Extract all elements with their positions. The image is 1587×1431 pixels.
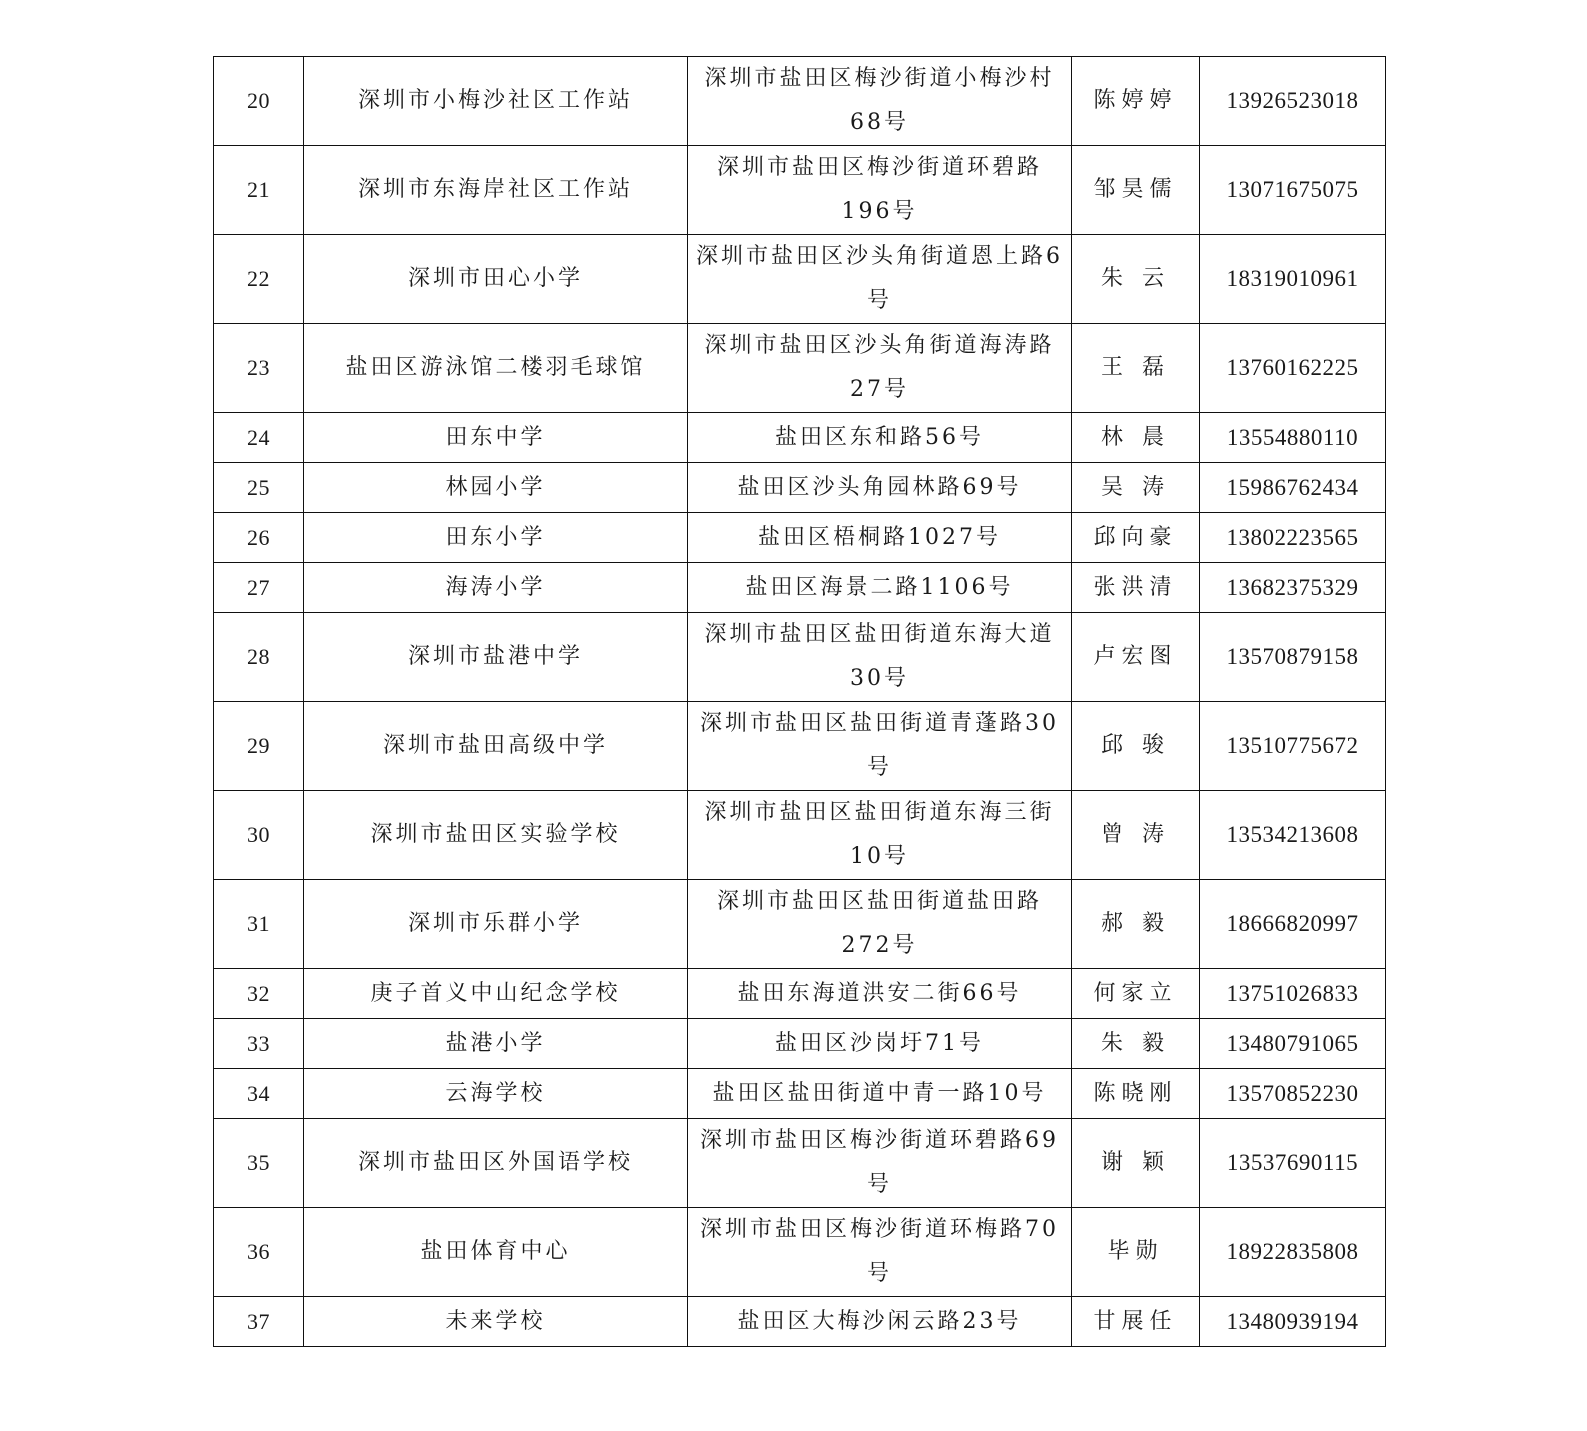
contact-phone: 13570852230 bbox=[1200, 1069, 1386, 1119]
contact-phone: 13570879158 bbox=[1200, 613, 1386, 702]
row-number: 32 bbox=[214, 969, 304, 1019]
venue-address: 盐田区东和路56号 bbox=[688, 413, 1072, 463]
table-row bbox=[214, 1297, 1386, 1347]
row-number: 34 bbox=[214, 1069, 304, 1119]
table-row bbox=[214, 1019, 1386, 1069]
table-row bbox=[214, 513, 1386, 563]
venue-address: 深圳市盐田区梅沙街道环碧路69号 bbox=[688, 1119, 1072, 1208]
table-row bbox=[214, 1069, 1386, 1119]
contact-phone: 13534213608 bbox=[1200, 791, 1386, 880]
table-row bbox=[214, 563, 1386, 613]
contact-phone: 18922835808 bbox=[1200, 1208, 1386, 1297]
venue-name: 深圳市乐群小学 bbox=[304, 880, 688, 969]
contact-person: 郝 毅 bbox=[1072, 880, 1200, 969]
venue-name: 云海学校 bbox=[304, 1069, 688, 1119]
venue-address: 盐田区海景二路1106号 bbox=[688, 563, 1072, 613]
row-number: 23 bbox=[214, 324, 304, 413]
contact-person: 邱 骏 bbox=[1072, 702, 1200, 791]
row-number: 24 bbox=[214, 413, 304, 463]
venue-table bbox=[213, 56, 1386, 1347]
contact-phone: 13071675075 bbox=[1200, 146, 1386, 235]
contact-phone: 13760162225 bbox=[1200, 324, 1386, 413]
venue-address: 盐田区沙岗圩71号 bbox=[688, 1019, 1072, 1069]
row-number: 20 bbox=[214, 57, 304, 146]
venue-name: 未来学校 bbox=[304, 1297, 688, 1347]
contact-phone: 13510775672 bbox=[1200, 702, 1386, 791]
venue-address: 盐田东海道洪安二街66号 bbox=[688, 969, 1072, 1019]
venue-name: 深圳市盐田区外国语学校 bbox=[304, 1119, 688, 1208]
contact-person: 卢宏图 bbox=[1072, 613, 1200, 702]
table-row bbox=[214, 413, 1386, 463]
venue-name: 盐田体育中心 bbox=[304, 1208, 688, 1297]
contact-phone: 13537690115 bbox=[1200, 1119, 1386, 1208]
row-number: 27 bbox=[214, 563, 304, 613]
venue-address: 深圳市盐田区梅沙街道小梅沙村68号 bbox=[688, 57, 1072, 146]
row-number: 21 bbox=[214, 146, 304, 235]
venue-address: 盐田区梧桐路1027号 bbox=[688, 513, 1072, 563]
contact-person: 陈晓刚 bbox=[1072, 1069, 1200, 1119]
venue-name: 深圳市田心小学 bbox=[304, 235, 688, 324]
row-number: 35 bbox=[214, 1119, 304, 1208]
row-number: 28 bbox=[214, 613, 304, 702]
table-row bbox=[214, 146, 1386, 235]
table-row bbox=[214, 57, 1386, 146]
venue-address: 深圳市盐田区梅沙街道环梅路70号 bbox=[688, 1208, 1072, 1297]
table-row bbox=[214, 613, 1386, 702]
venue-address: 深圳市盐田区沙头角街道恩上路6号 bbox=[688, 235, 1072, 324]
contact-person: 曾 涛 bbox=[1072, 791, 1200, 880]
table-row bbox=[214, 880, 1386, 969]
contact-person: 吴 涛 bbox=[1072, 463, 1200, 513]
contact-person: 毕勋 bbox=[1072, 1208, 1200, 1297]
table-row bbox=[214, 791, 1386, 880]
venue-name: 深圳市小梅沙社区工作站 bbox=[304, 57, 688, 146]
contact-phone: 18666820997 bbox=[1200, 880, 1386, 969]
contact-person: 朱 毅 bbox=[1072, 1019, 1200, 1069]
row-number: 31 bbox=[214, 880, 304, 969]
table-row bbox=[214, 969, 1386, 1019]
contact-person: 陈婷婷 bbox=[1072, 57, 1200, 146]
venue-address: 盐田区沙头角园林路69号 bbox=[688, 463, 1072, 513]
venue-address: 深圳市盐田区盐田街道青蓬路30号 bbox=[688, 702, 1072, 791]
venue-name: 田东中学 bbox=[304, 413, 688, 463]
contact-phone: 13480939194 bbox=[1200, 1297, 1386, 1347]
venue-name: 深圳市盐田区实验学校 bbox=[304, 791, 688, 880]
venue-address: 深圳市盐田区沙头角街道海涛路27号 bbox=[688, 324, 1072, 413]
row-number: 33 bbox=[214, 1019, 304, 1069]
contact-phone: 13802223565 bbox=[1200, 513, 1386, 563]
row-number: 22 bbox=[214, 235, 304, 324]
venue-name: 深圳市盐田高级中学 bbox=[304, 702, 688, 791]
table-row bbox=[214, 235, 1386, 324]
table-row bbox=[214, 1208, 1386, 1297]
venue-name: 庚子首义中山纪念学校 bbox=[304, 969, 688, 1019]
row-number: 25 bbox=[214, 463, 304, 513]
venue-name: 深圳市东海岸社区工作站 bbox=[304, 146, 688, 235]
row-number: 26 bbox=[214, 513, 304, 563]
venue-name: 林园小学 bbox=[304, 463, 688, 513]
contact-phone: 13751026833 bbox=[1200, 969, 1386, 1019]
venue-address: 深圳市盐田区盐田街道东海三街10号 bbox=[688, 791, 1072, 880]
venue-address: 深圳市盐田区梅沙街道环碧路196号 bbox=[688, 146, 1072, 235]
venue-name: 深圳市盐港中学 bbox=[304, 613, 688, 702]
row-number: 30 bbox=[214, 791, 304, 880]
contact-person: 林 晨 bbox=[1072, 413, 1200, 463]
row-number: 37 bbox=[214, 1297, 304, 1347]
contact-person: 朱 云 bbox=[1072, 235, 1200, 324]
venue-address: 深圳市盐田区盐田街道盐田路272号 bbox=[688, 880, 1072, 969]
table-row bbox=[214, 324, 1386, 413]
venue-address: 盐田区盐田街道中青一路10号 bbox=[688, 1069, 1072, 1119]
contact-person: 甘展任 bbox=[1072, 1297, 1200, 1347]
row-number: 29 bbox=[214, 702, 304, 791]
contact-person: 何家立 bbox=[1072, 969, 1200, 1019]
contact-phone: 18319010961 bbox=[1200, 235, 1386, 324]
contact-person: 张洪清 bbox=[1072, 563, 1200, 613]
row-number: 36 bbox=[214, 1208, 304, 1297]
table-row bbox=[214, 463, 1386, 513]
venue-name: 盐港小学 bbox=[304, 1019, 688, 1069]
contact-person: 谢 颖 bbox=[1072, 1119, 1200, 1208]
contact-phone: 13554880110 bbox=[1200, 413, 1386, 463]
venue-address: 盐田区大梅沙闲云路23号 bbox=[688, 1297, 1072, 1347]
contact-person: 王 磊 bbox=[1072, 324, 1200, 413]
contact-person: 邱向豪 bbox=[1072, 513, 1200, 563]
contact-phone: 13926523018 bbox=[1200, 57, 1386, 146]
table-row bbox=[214, 1119, 1386, 1208]
venue-address: 深圳市盐田区盐田街道东海大道30号 bbox=[688, 613, 1072, 702]
venue-name: 田东小学 bbox=[304, 513, 688, 563]
contact-phone: 15986762434 bbox=[1200, 463, 1386, 513]
contact-phone: 13480791065 bbox=[1200, 1019, 1386, 1069]
table-row bbox=[214, 702, 1386, 791]
contact-person: 邹昊儒 bbox=[1072, 146, 1200, 235]
venue-name: 海涛小学 bbox=[304, 563, 688, 613]
contact-phone: 13682375329 bbox=[1200, 563, 1386, 613]
venue-name: 盐田区游泳馆二楼羽毛球馆 bbox=[304, 324, 688, 413]
